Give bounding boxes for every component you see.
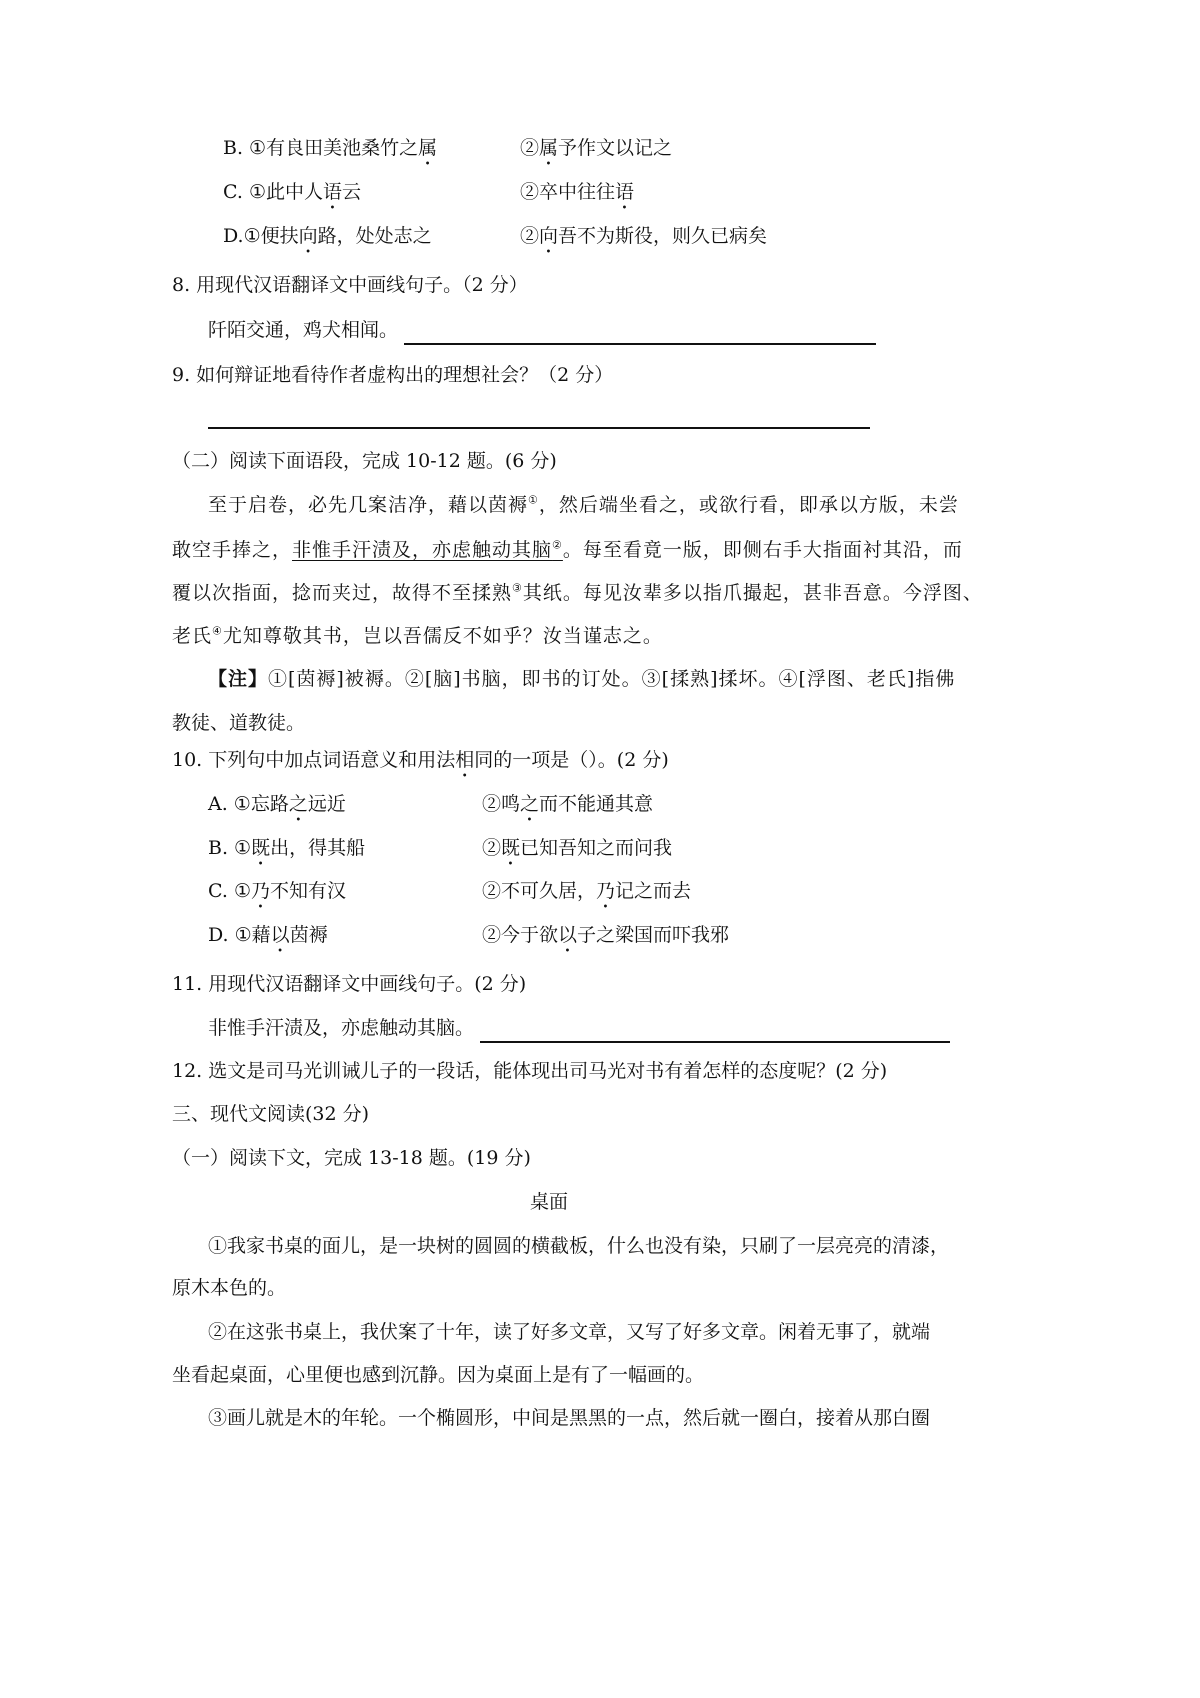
q12-prompt: 12. 选文是司马光训诫儿子的一段话，能体现出司马光对书有着怎样的态度呢？(2 分) [172, 1060, 888, 1082]
footnote-4-marker: ④ [212, 624, 223, 638]
passage-line-2: 敢空手捧之，非惟手汗渍及，亦虑触动其脑②。每至看竟一版，即侧右手大指面衬其沿，而 [172, 538, 963, 561]
footnote-3-marker: ③ [512, 581, 523, 595]
section2-heading: （二）阅读下面语段，完成 10-12 题。(6 分) [172, 450, 557, 472]
q8-sentence: 阡陌交通，鸡犬相闻。 [208, 319, 399, 341]
q10-option-b2: ②既已知吾知之而问我 [482, 837, 673, 859]
footnote-1-marker: ① [528, 493, 539, 507]
q11-prompt: 11. 用现代汉语翻译文中画线句子。(2 分) [172, 973, 527, 995]
article-p2-line1: ②在这张书桌上，我伏案了十年，读了好多文章，又写了好多文章。闲着无事了，就端 [208, 1321, 931, 1343]
q10-option-d1: D. ①藉以茵褥 [208, 924, 328, 946]
q10-option-d2: ②今于欲以子之梁国而吓我邪 [482, 924, 730, 946]
q7-option-b2: ②属予作文以记之 [520, 137, 673, 159]
part3-heading: 三、现代文阅读(32 分) [172, 1103, 370, 1125]
q8-answer-line [208, 315, 876, 345]
underlined-sentence: 非惟手汗渍及，亦虑触动其脑② [292, 538, 563, 561]
q11-sentence: 非惟手汗渍及，亦虑触动其脑。 [208, 1017, 475, 1039]
q7-option-b1: B. ①有良田美池桑竹之属 [223, 137, 438, 159]
article-p1-line1: ①我家书桌的面儿，是一块树的圆圆的横截板，什么也没有染，只刷了一层亮亮的清漆， [208, 1235, 950, 1257]
passage-line-1: 至于启卷，必先几案洁净，藉以茵褥①，然后端坐看之，或欲行看，即承以方版，未尝 [208, 493, 959, 516]
article-p1-line2: 原木本色的。 [172, 1277, 287, 1299]
q10-prompt: 10. 下列句中加点词语意义和用法相同的一项是（）。(2 分) [172, 749, 669, 771]
q10-option-a1: A. ①忘路之远近 [208, 793, 346, 815]
part3-subheading: （一）阅读下文，完成 13-18 题。(19 分) [172, 1147, 531, 1169]
q7-option-c1: C. ①此中人语云 [223, 181, 362, 203]
q10-option-c2: ②不可久居，乃记之而去 [482, 880, 692, 902]
q7-option-d1: D.①便扶向路，处处志之 [223, 225, 432, 247]
q8-answer-blank[interactable] [404, 325, 876, 345]
article-title: 桌面 [530, 1191, 569, 1213]
q11-answer-blank[interactable] [480, 1023, 950, 1043]
passage-note: 【注】①[茵褥]被褥。②[脑]书脑，即书的订处。③[揉熟]揉坏。④[浮图、老氏]指佛 [208, 668, 956, 690]
q10-option-a2: ②鸣之而不能通其意 [482, 793, 654, 815]
q11-answer-line [208, 1013, 950, 1043]
q9-answer-blank[interactable] [208, 409, 870, 429]
q10-option-c1: C. ①乃不知有汉 [208, 880, 347, 902]
passage-line-4: 老氏④尤知尊敬其书，岂以吾儒反不如乎？汝当谨志之。 [172, 624, 663, 647]
article-p3-line1: ③画儿就是木的年轮。一个椭圆形，中间是黑黑的一点，然后就一圈白，接着从那白圈 [208, 1407, 931, 1429]
footnote-2-marker: ② [552, 538, 563, 552]
passage-line-3: 覆以次指面，捻而夹过，故得不至揉熟③其纸。每见汝辈多以指爪撮起，甚非吾意。今浮图、 [172, 581, 983, 604]
q10-option-b1: B. ①既出，得其船 [208, 837, 366, 859]
q7-option-c2: ②卒中往往语 [520, 181, 635, 203]
q9-prompt: 9. 如何辩证地看待作者虚构出的理想社会？（2 分） [172, 364, 614, 386]
note-label: 【注】 [208, 668, 269, 690]
q7-option-d2: ②向吾不为斯役，则久已病矣 [520, 225, 768, 247]
article-p2-line2: 坐看起桌面，心里便也感到沉静。因为桌面上是有了一幅画的。 [172, 1364, 705, 1386]
q8-prompt: 8. 用现代汉语翻译文中画线句子。（2 分） [172, 274, 528, 296]
passage-note-cont: 教徒、道教徒。 [172, 712, 306, 734]
